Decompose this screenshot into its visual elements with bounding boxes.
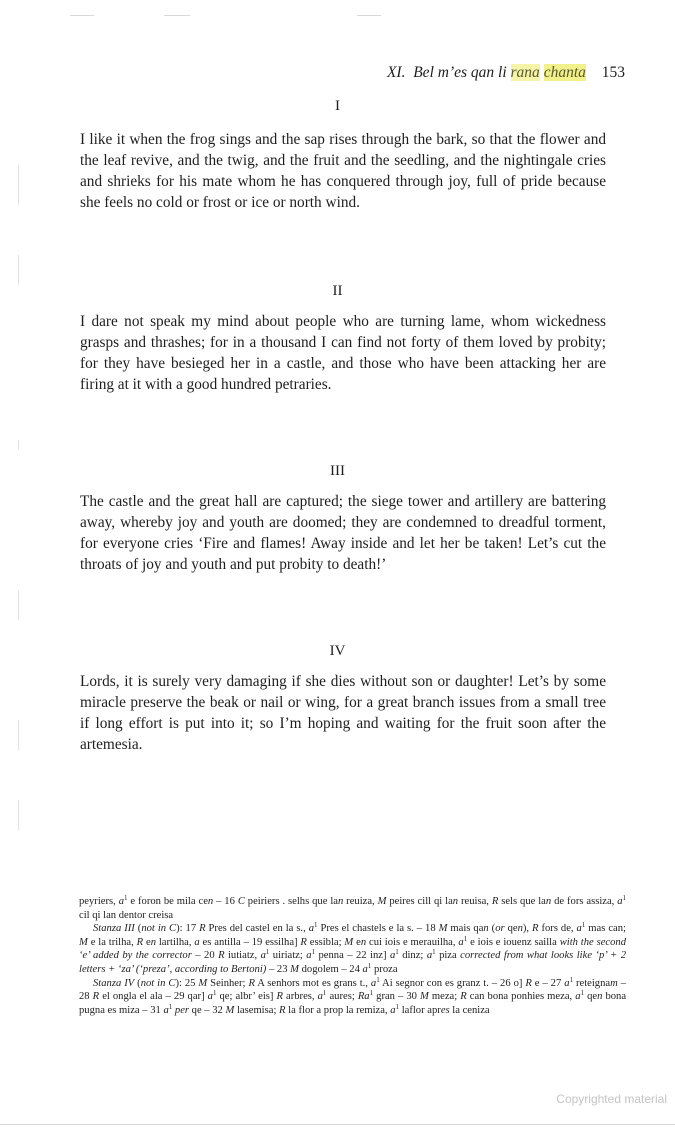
top-edge-line — [70, 15, 94, 16]
italic-run: R — [218, 950, 225, 962]
italic-run: a — [390, 1004, 396, 1016]
superscript-run: 1 — [432, 948, 436, 957]
italic-run: R — [300, 936, 307, 948]
italic-run: a — [564, 977, 570, 989]
margin-mark — [18, 165, 19, 205]
superscript-run: 1 — [314, 921, 318, 930]
italic-run: Stanza III — [93, 923, 135, 935]
margin-mark — [18, 720, 19, 750]
italic-run: M — [290, 963, 299, 975]
italic-run: a — [576, 923, 582, 935]
superscript-run: 1 — [212, 989, 217, 998]
italic-run: R — [199, 923, 206, 935]
margin-mark — [18, 800, 19, 830]
italic-run: a — [306, 950, 312, 962]
stanza-number: IV — [329, 643, 346, 659]
italic-run: R — [136, 936, 144, 948]
italic-run: M — [438, 923, 448, 935]
superscript-run: 1 — [123, 894, 128, 902]
stanza-number: II — [332, 283, 343, 299]
italic-run: a — [260, 950, 266, 962]
superscript-run: 1 — [367, 961, 372, 970]
superscript-run: 1 — [395, 948, 399, 957]
italic-run: n — [517, 923, 523, 935]
superscript-run: 1 — [322, 989, 327, 998]
top-edge-line — [164, 15, 190, 16]
superscript-run: 1 — [376, 975, 380, 984]
italic-run: R — [532, 923, 539, 935]
superscript-run: 1 — [395, 1002, 400, 1011]
margin-mark — [18, 255, 19, 285]
italic-run: n — [337, 896, 344, 907]
italic-run: not in C — [140, 977, 176, 989]
italic-run: n — [360, 936, 367, 948]
italic-run: R — [276, 991, 283, 1003]
margin-mark — [18, 590, 19, 620]
italic-run: n — [597, 991, 603, 1003]
italic-run: es — [440, 1004, 450, 1016]
italic-run: a — [575, 991, 581, 1003]
page-bottom-rule — [0, 1124, 675, 1125]
italic-run: n — [545, 896, 552, 907]
italic-run: not in C — [141, 923, 177, 935]
stanza-number: I — [335, 98, 340, 114]
top-edge-line — [357, 15, 381, 16]
italic-run: n — [150, 936, 156, 948]
italic-run: M — [377, 896, 387, 907]
highlighted-word-chanta[interactable]: chanta — [543, 64, 586, 81]
copyright-watermark: Copyrighted material — [556, 1092, 667, 1106]
superscript-run: 1 — [311, 948, 316, 957]
italic-run: Ra — [357, 991, 370, 1003]
margin-mark — [18, 440, 19, 450]
italic-run: R — [279, 1004, 286, 1016]
italic-run: a — [458, 936, 464, 948]
italic-run: n — [483, 923, 489, 935]
italic-run: m — [610, 977, 618, 989]
superscript-run: 1 — [569, 975, 574, 984]
superscript-run: 1 — [463, 934, 468, 943]
italic-run: a — [617, 896, 623, 907]
stanza-text: I dare not speak my mind about people who are turning lame, whom wickedness grasps and thrashes; for in a thousand I can find not forty of them loved by probity; for they have besieged her in a castle, and those who have been attacking her are firing at it with a good hundred petraries. — [80, 313, 606, 393]
superscript-run: 1 — [622, 894, 627, 902]
apparatus-stanza-iii: Stanza III (not in C): 17 R Pres del castel en la s., $a^1$ Pres el chastels e la s. – 18 M mais qan (or qen), R fors de, $a^1$ mas can; M e la trilha, R en lartilha, a es antilla – 19 essilha] R essibla; M en cui iois e merauilha, $a^1$ e iois e iouenz sailla with the second ‘e’ added by the corrector – 20 R iutiatz, $a^1$ uiriatz; $a^1$ penna – 22 inz] $a^1$ dinz; $a^1$ piza corrected from what looks like ‘p’ + 2 letters + ‘za’ (‘preza’, according to Bertoni) – 23 M dogolem – 24 $a^1$ proza — [79, 921, 627, 975]
italic-run: or — [495, 923, 505, 935]
superscript-run: 1 — [265, 948, 270, 957]
italic-run: M — [198, 977, 208, 989]
highlighted-word-rana[interactable]: rana — [510, 64, 540, 81]
superscript-run: 1 — [369, 989, 374, 998]
italic-run: corrected from what looks like ‘p’ + 2 letters + ‘za’ (‘preza’, according to Bertoni) — [79, 950, 626, 975]
superscript-run: 1 — [580, 989, 585, 998]
italic-run: a — [207, 991, 213, 1003]
italic-run: a — [370, 977, 377, 989]
stanza-text: I like it when the frog sings and the sap rises through the bark, so that the flower and the leaf revive, and the twig, and the fruit and the seedling, and the nightingale cries and shrieks for his mate whom he has conquered through joy, full of pride because she feels no cold or frost or ice or north wind. — [80, 131, 606, 211]
italic-run: n — [207, 896, 214, 907]
italic-run: a — [163, 1004, 169, 1016]
superscript-run: 1 — [581, 921, 586, 930]
italic-run: C — [237, 896, 245, 907]
italic-run: M — [344, 936, 354, 948]
page-number: 153 — [601, 64, 625, 81]
critical-apparatus — [79, 895, 626, 1017]
italic-run: R — [248, 977, 255, 989]
apparatus-stanza-iv: Stanza IV (not in C): 25 M Seinher; R A senhors mot es grans t., $a^1$ Ai segnor con es granz t. – 26 o] R e – 27 $a^1$ reteignam – 28 R el ongla el ala – 29 qar] $a^1$ qe; albr’ eis] R arbres, $a^1$ aures; Ra$^1$ gran – 30 M meza; R can bona ponhies meza, $a^1$ qen bona pugna es miza – 31 $a^1$ per qe – 32 M lasemisa; R la flor a prop la remiza, $a^1$ laflor apres la ceniza — [79, 975, 627, 1016]
italic-run: a — [118, 896, 124, 907]
chapter-number: XI. — [386, 64, 406, 81]
italic-run: M — [420, 991, 429, 1003]
italic-run: a — [426, 950, 433, 962]
italic-run: R — [92, 991, 100, 1003]
italic-run: a — [194, 936, 200, 948]
italic-run: a — [389, 950, 396, 962]
stanza-number: III — [330, 463, 345, 479]
superscript-run: 1 — [168, 1002, 173, 1011]
italic-run: a — [308, 923, 314, 935]
italic-run: with the second ‘e’ added by the corrector — [79, 936, 627, 962]
italic-run: per — [174, 1004, 190, 1016]
stanza-text: The castle and the great hall are captured; the siege tower and artillery are battering away, whereby joy and youth are doomed; they are condemned to dreadful torment, for everyone cries ‘Fire and flames! Away inside and let her be taken! Let’s cut the throats of joy and youth and put probity to death!’ — [80, 493, 606, 573]
italic-run: R — [525, 977, 532, 989]
italic-run: R — [491, 896, 499, 907]
stanza-text: Lords, it is surely very damaging if she dies without son or daughter! Let’s by some miracle preserve the beak or nail or wing, for a great branch issues from a small tree if long effort is put into it; so I’m hoping and waiting for the fruit soon after the artemesia. — [80, 673, 606, 753]
italic-run: n — [452, 896, 459, 907]
italic-run: R — [460, 991, 467, 1003]
chapter-title: Bel m’es qan li — [413, 64, 507, 81]
italic-run: a — [317, 991, 323, 1003]
italic-run: a — [362, 963, 368, 975]
apparatus-paragraph: peyriers, $a^1$ e foron be mila cen – 16 C peiriers . selhs que lan reuiza, M peires cill qi lan reuisa, R sels que lan de fors assiza, $a^1$ cil qi lan dentor creisa — [79, 894, 627, 921]
running-head — [387, 64, 625, 82]
italic-run: M — [225, 1004, 235, 1016]
italic-run: M — [79, 936, 88, 948]
italic-run: Stanza IV — [93, 977, 135, 989]
